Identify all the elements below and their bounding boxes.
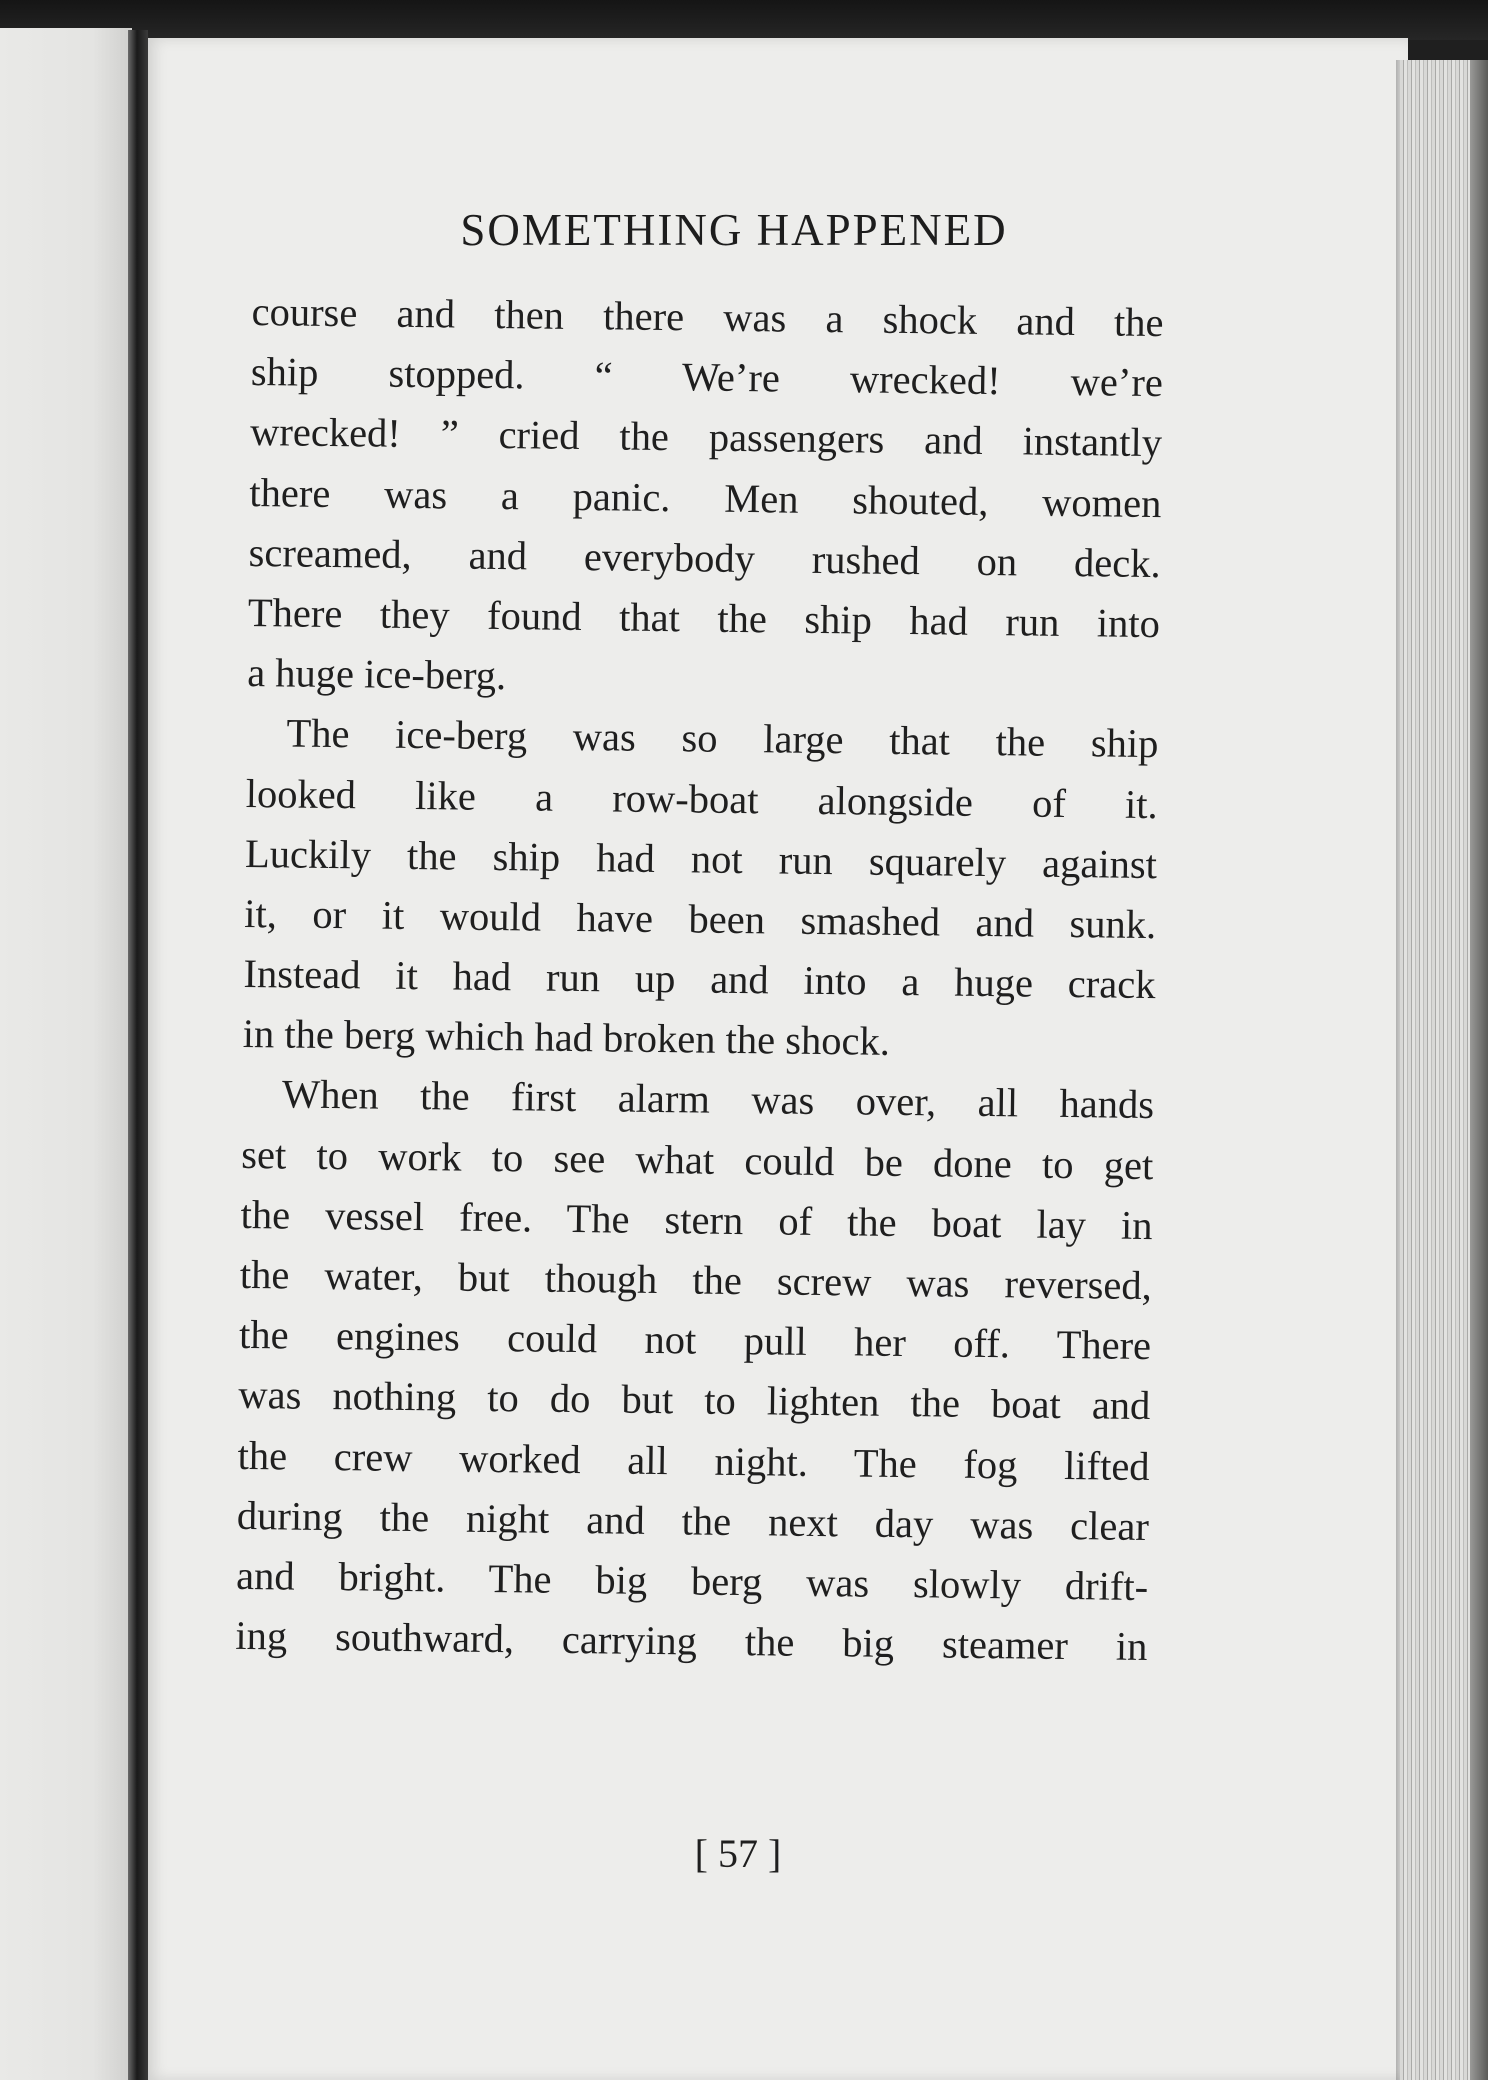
book-gutter [128,30,148,2080]
text-line: Luckily the ship had not run squarely against [244,830,1158,887]
text-line: course and then there was a shock and the [251,288,1164,346]
text-line: The ice-berg was so large that the ship [286,710,1159,767]
text-line: set to work to see what could be done to get [241,1131,1154,1188]
text-line: looked like a row-boat alongside of it. [245,770,1158,827]
text-line: ing southward, carrying the big steamer in [235,1613,1148,1670]
text-line: during the night and the next day was clear [236,1492,1150,1549]
book-fore-edge [1470,60,1488,2080]
text-line: When the first alarm was over, all hands [281,1071,1155,1128]
text-line: the engines could not pull her off. There [238,1312,1152,1369]
text-line: in the berg which had broken the shock. [242,1011,891,1065]
text-line: a huge ice-berg. [246,650,507,699]
text-line: Instead it had run up and into a huge crack [243,951,1156,1008]
running-head: SOMETHING HAPPENED [460,205,1008,255]
text-line: was nothing to do but to lighten the boat and [238,1372,1151,1429]
text-line: the vessel free. The stern of the boat lay in [240,1191,1153,1248]
text-line: There they found that the ship had run into [247,589,1161,647]
scan-background-top [0,0,1488,40]
previous-page-edge [0,28,132,2080]
text-line: screamed, and everybody rushed on deck. [248,529,1161,586]
page-number: [ 57 ] [694,1831,782,1876]
text-line: ship stopped. “ We’re wrecked! we’re [250,349,1164,406]
text-line: and bright. The big berg was slowly drift- [235,1552,1149,1609]
text-line: wrecked! ” cried the passengers and instantly [249,409,1163,466]
text-line: it, or it would have been smashed and sunk. [244,890,1157,947]
text-line: there was a panic. Men shouted, women [249,469,1162,526]
text-line: the crew worked all night. The fog lifted [237,1432,1150,1489]
body-text [235,282,1164,1677]
text-line: the water, but though the screw was reversed, [239,1251,1153,1309]
